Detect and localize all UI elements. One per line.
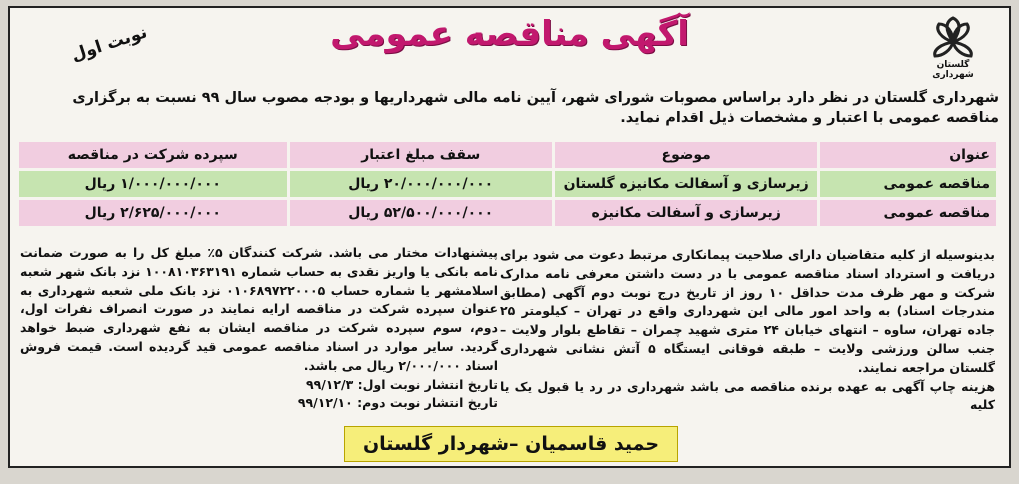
table-header-row — [19, 142, 996, 168]
body-left-column — [20, 244, 498, 413]
header-cell: موضوع — [555, 142, 817, 168]
table-row — [19, 200, 996, 226]
intro-text: شهرداری گلستان در نظر دارد براساس مصوبات شورای شهر، آیین نامه مالی شهرداریها و بودجه مصوب سال ۹۹ نسبت به برگزاری مناقصه عمومی با اعتبار و مشخصات ذیل اقدام نماید. — [72, 90, 999, 126]
table-cell: مناقصه عمومی — [820, 200, 996, 226]
table-cell: ۱/۰۰۰/۰۰۰/۰۰۰ ریال — [19, 171, 287, 197]
table-cell: ۵۲/۵۰۰/۰۰۰/۰۰۰ ریال — [290, 200, 552, 226]
signature-box — [344, 426, 678, 462]
tender-table — [16, 139, 999, 229]
table-row — [19, 171, 996, 197]
logo-text: گلستان شهرداری — [932, 60, 974, 80]
body-cost-text: هزینه چاپ آگهی به عهده برنده مناقصه می باشد شهرداری در رد یا قبول یک یا کلیه — [500, 378, 995, 413]
body-left-text: پیشنهادات مختار می باشد. شرکت کنندگان ۵٪ مبلغ کل را به صورت ضمانت نامه بانکی یا واریز نقدی به حساب شماره ۱۰۰۸۱۰۳۶۳۱۹۱ نزد بانک شهر شعبه اسلامشهر یا شماره حساب ۰۱۰۶۸۹۷۲۲۰۰۰۵ نزد بانک ملی شعبه شهرداری به عنوان سپرده شرکت در مناقصه ارایه نمایند در صورت انصراف نفرات اول، دوم، سوم سپرده شرکت در مناقصه ایشان به نفع شهرداری ضبط خواهد گردید. سایر موارد در اسناد مناقصه عمومی قید گردیده است. قیمت فروش اسناد ۲/۰۰۰/۰۰۰ ریال می باشد. — [20, 245, 498, 373]
round-label: نوبت اول — [68, 22, 150, 66]
first-publish-date: تاریخ انتشار نوبت اول: ۹۹/۱۲/۳ — [305, 376, 498, 392]
header-cell: عنوان — [820, 142, 996, 168]
page-title-wrap — [10, 14, 1009, 54]
table-cell: مناقصه عمومی — [820, 171, 996, 197]
second-publish-date: تاریخ انتشار نوبت دوم: ۹۹/۱۲/۱۰ — [297, 395, 498, 411]
page-title: آگهی مناقصه عمومی — [330, 14, 689, 54]
body-right-column — [500, 246, 995, 415]
table-cell: ۲/۶۲۵/۰۰۰/۰۰۰ ریال — [19, 200, 287, 226]
header-cell: سقف مبلغ اعتبار — [290, 142, 552, 168]
advertisement — [8, 6, 1011, 468]
table-cell: زیرسازی و آسفالت مکانیزه — [555, 200, 817, 226]
table-cell: ۲۰/۰۰۰/۰۰۰/۰۰۰ ریال — [290, 171, 552, 197]
table-cell: زیرسازی و آسفالت مکانیزه گلستان — [555, 171, 817, 197]
header-cell: سپرده شرکت در مناقصه — [19, 142, 287, 168]
body-right-text: بدینوسیله از کلیه متقاضیان دارای صلاحیت پیمانکاری مرتبط دعوت می شود برای دریافت و استرداد اسناد مناقصه عمومی با در دست داشتن معرفی نامه مدارک شرکت و مهر ظرف مدت حداقل ۱۰ روز از تاریخ درج نوبت دوم آگهی (مطابق مندرجات اسناد) به واحد امور مالی این شهرداری واقع در تهران – کیلومتر ۲۵ جاده تهران، ساوه – انتهای خیابان ۲۴ متری شهید چمران – تقاطع بلوار ولایت – جنب سالن ورزشی ولایت – طبقه فوقانی ایستگاه ۵ آتش نشانی شهرداری گلستان مراجعه نمایند. — [500, 247, 995, 375]
signature-text: حمید قاسمیان –شهردار گلستان — [362, 433, 660, 455]
